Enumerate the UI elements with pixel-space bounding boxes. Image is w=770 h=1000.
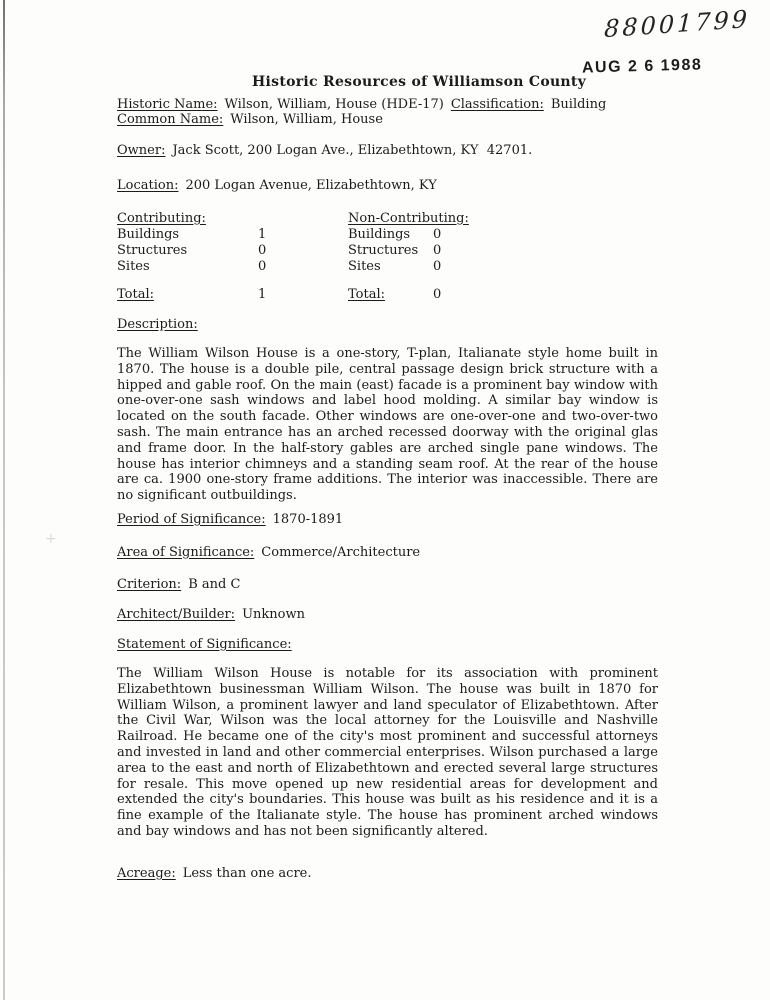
area-of-significance-line: [117, 545, 420, 560]
common-name-value: Wilson, William, House: [230, 112, 383, 128]
architect-label: Architect/Builder:: [117, 607, 236, 622]
total-label: Total:: [348, 287, 386, 302]
row-label: Structures: [348, 243, 419, 258]
scan-edge-line: [3, 0, 5, 1000]
contributing-total-row: [117, 287, 266, 303]
total-label-cell: [117, 287, 258, 303]
row-value: 1: [258, 227, 267, 242]
criterion-value: B and C: [188, 577, 241, 592]
historic-name-value: Wilson, William, House (HDE-17): [224, 97, 444, 112]
row-label: Structures: [117, 243, 188, 258]
row-value: 0: [433, 259, 442, 274]
non-contributing-row-buildings: [348, 227, 469, 243]
row-value: 0: [433, 243, 442, 258]
common-name-line: [117, 112, 606, 127]
contributing-row-sites: [117, 259, 266, 275]
period-value: 1870-1891: [272, 512, 344, 527]
row-value: 0: [433, 227, 442, 242]
period-of-significance-line: [117, 512, 343, 527]
handwritten-reference-number: 88001799: [603, 4, 751, 44]
contributing-row-buildings: [117, 227, 266, 243]
location-line: [117, 178, 437, 193]
location-label: Location:: [117, 178, 179, 193]
acreage-value: Less than one acre.: [182, 866, 312, 881]
area-value: Commerce/Architecture: [261, 545, 421, 560]
row-label: Sites: [348, 259, 381, 274]
historic-name-line: [117, 97, 606, 112]
identification-block: [117, 97, 606, 127]
historic-name-label: Historic Name:: [117, 97, 218, 112]
contributing-header: Contributing:: [117, 211, 206, 226]
architect-value: Unknown: [242, 607, 305, 622]
owner-label: Owner:: [117, 143, 166, 158]
period-label: Period of Significance:: [117, 512, 266, 527]
classification-value: Building: [550, 97, 607, 112]
total-value: 0: [433, 287, 442, 302]
page-title: Historic Resources of Williamson County: [252, 74, 587, 90]
owner-value: Jack Scott, 200 Logan Ave., Elizabethtown, KY 42701.: [172, 143, 533, 158]
contributing-row-structures: [117, 243, 266, 259]
acreage-line: [117, 866, 311, 881]
common-name-label: Common Name:: [117, 112, 224, 128]
area-label: Area of Significance:: [117, 545, 255, 560]
total-label: Total:: [117, 287, 155, 302]
criterion-line: [117, 577, 240, 592]
row-label: Sites: [117, 259, 150, 274]
non-contributing-row-structures: [348, 243, 469, 259]
location-value: 200 Logan Avenue, Elizabethtown, KY: [185, 178, 437, 193]
acreage-label: Acreage:: [117, 866, 176, 881]
total-value: 1: [258, 287, 267, 302]
architect-builder-line: [117, 607, 305, 622]
criterion-label: Criterion:: [117, 577, 182, 592]
statement-of-significance-paragraph: The William Wilson House is notable for its association with prominent Elizabethtown businessman William Wilson. The house was built in 1870 for William Wilson, a prominent lawyer and land speculator of Elizabethtown. After the Civil War, Wilson was the local attorney for the Louisville and Nashville Railroad. He became one of the city's most prominent and successful attorneys and invested in land and other commercial enterprises. Wilson purchased a large area to the east and north of Elizabethtown and erected several large structures for resale. This move opened up new residential areas for development and extended the city's boundaries. This house was built as his residence and it is a fine example of the Italianate style. The house has prominent arched windows and bay windows and has not been significantly altered.: [117, 666, 658, 839]
contributing-count-column: [117, 211, 266, 303]
registration-mark: +: [45, 531, 57, 547]
statement-of-significance-heading: Statement of Significance:: [117, 637, 292, 652]
row-label: Buildings: [348, 227, 411, 242]
non-contributing-row-sites: [348, 259, 469, 275]
row-value: 0: [258, 259, 267, 274]
non-contributing-header: Non-Contributing:: [348, 211, 469, 226]
total-label-cell: [348, 287, 433, 303]
owner-line: [117, 143, 532, 158]
description-heading: Description:: [117, 317, 198, 332]
row-label: Buildings: [117, 227, 180, 242]
date-received-stamp: AUG 2 6 1988: [581, 56, 703, 77]
non-contributing-count-column: [348, 211, 469, 303]
non-contributing-total-row: [348, 287, 469, 303]
classification-label: Classification:: [450, 97, 544, 112]
description-paragraph: The William Wilson House is a one-story, T-plan, Italianate style home built in 1870. The house is a double pile, central passage design brick structure with a hipped and gable roof. On the main (east) facade is a prominent bay window with one-over-one sash windows and label hood molding. A similar bay window is located on the south facade. Other windows are one-over-one and two-over-two sash. The main entrance has an arched recessed doorway with the original glas and frame door. In the half-story gables are arched single pane windows. The house has interior chimneys and a standing seam roof. At the rear of the house are ca. 1900 one-story frame additions. The interior was inaccessible. There are no significant outbuildings.: [117, 346, 658, 504]
row-value: 0: [258, 243, 267, 258]
